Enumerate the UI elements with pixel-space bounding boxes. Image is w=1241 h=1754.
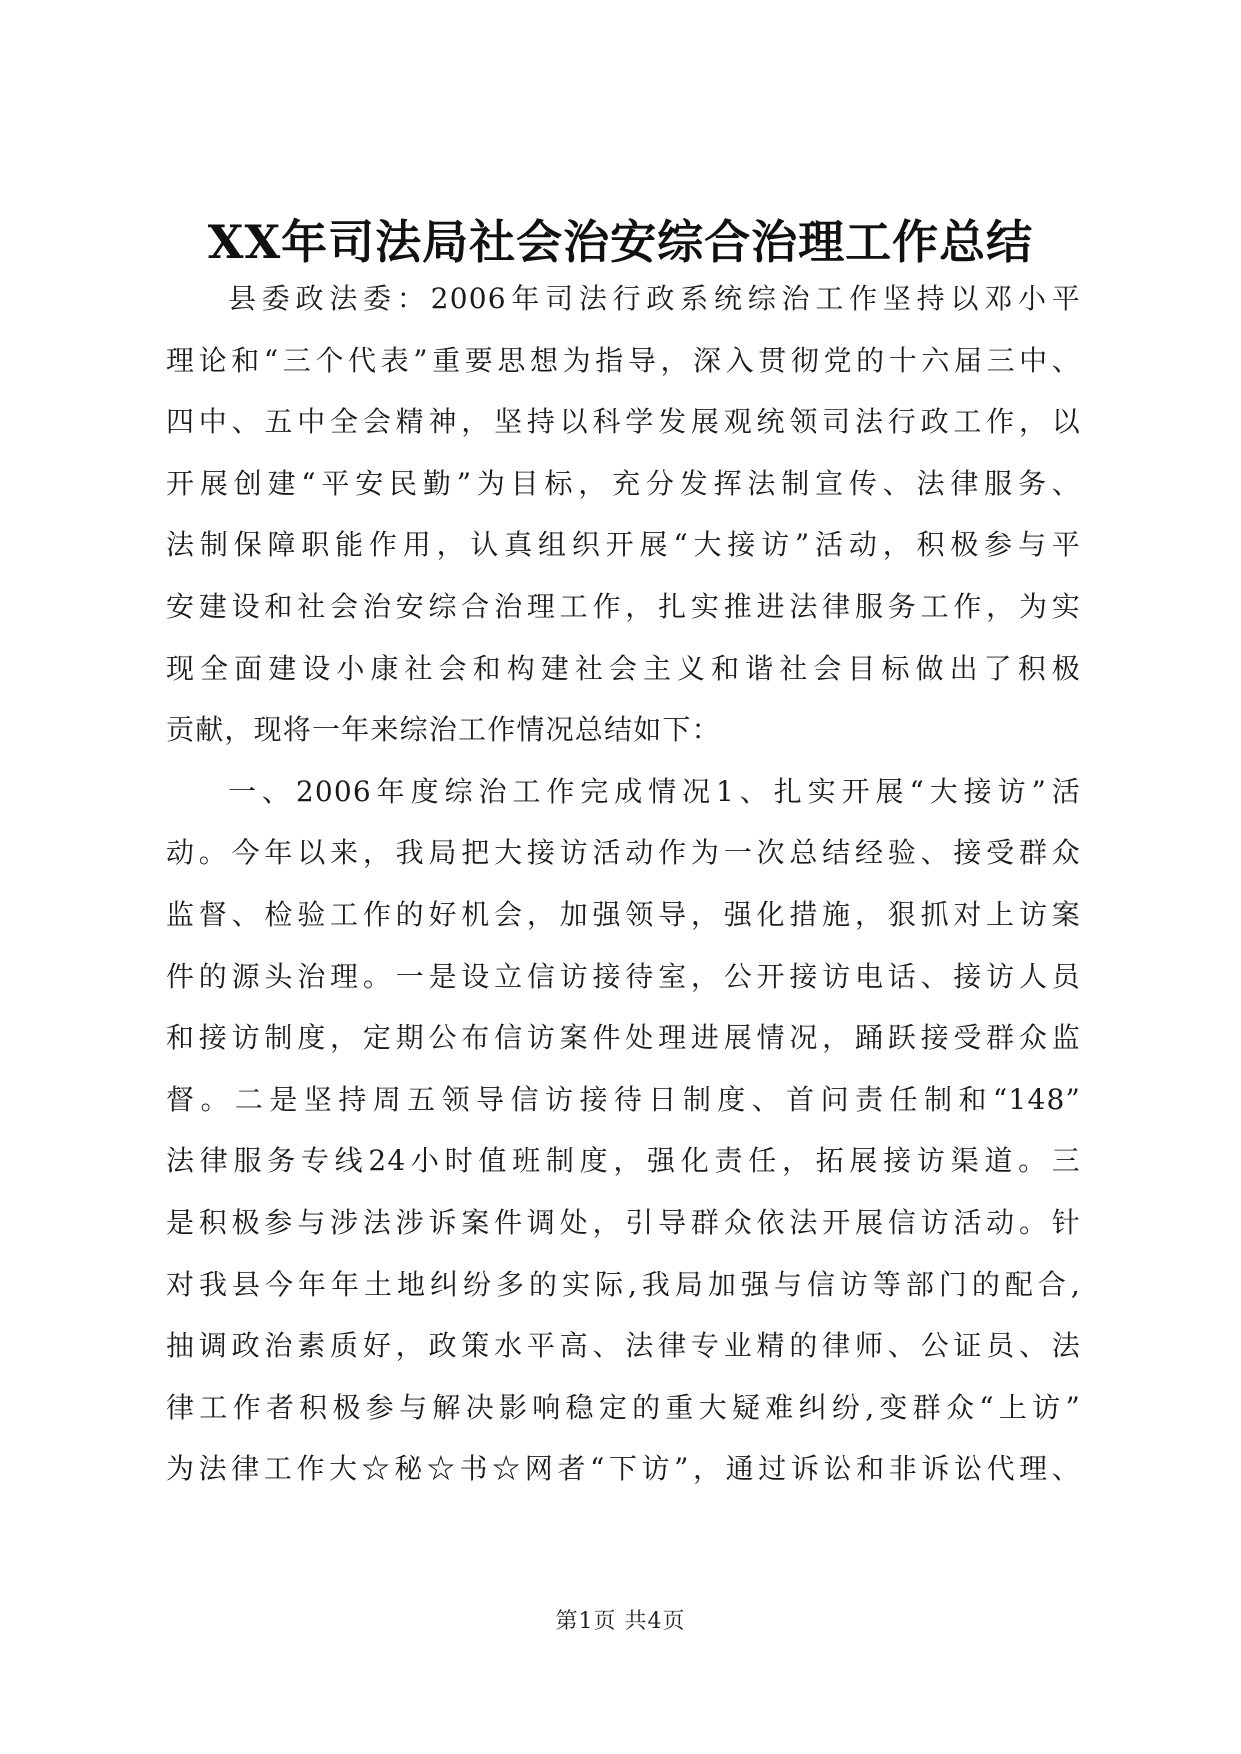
paragraph-line: 安建设和社会治安综合治理工作，扎实推进法律服务工作，为实 (166, 589, 1081, 623)
paragraph-line: 监督、检验工作的好机会，加强领导，强化措施，狠抓对上访案 (166, 897, 1081, 931)
paragraph-line: 对我县今年年土地纠纷多的实际,我局加强与信访等部门的配合, (166, 1267, 1081, 1301)
paragraph-line: 件的源头治理。一是设立信访接待室，公开接访电话、接访人员 (166, 959, 1081, 993)
paragraph-line: 理论和“三个代表”重要思想为指导，深入贯彻党的十六届三中、 (166, 343, 1081, 377)
paragraph-line: 为法律工作大☆秘☆书☆网者“下访”，通过诉讼和非诉讼代理、 (166, 1452, 1081, 1486)
paragraph-line: 法制保障职能作用，认真组织开展“大接访”活动，积极参与平 (166, 528, 1081, 562)
paragraph-line: 动。今年以来，我局把大接访活动作为一次总结经验、接受群众 (166, 836, 1081, 870)
paragraph-line: 法律服务专线24小时值班制度，强化责任，拓展接访渠道。三 (166, 1144, 1081, 1178)
paragraph-line: 县委政法委：2006年司法行政系统综治工作坚持以邓小平 (228, 282, 1081, 315)
paragraph-line: 抽调政治素质好，政策水平高、法律专业精的律师、公证员、法 (166, 1329, 1081, 1363)
paragraph-line: 督。二是坚持周五领导信访接待日制度、首问责任制和“148” (166, 1082, 1081, 1116)
document-title: XX年司法局社会治安综合治理工作总结 (207, 215, 1034, 269)
paragraph-line: 开展创建“平安民勤”为目标，充分发挥法制宣传、法律服务、 (166, 466, 1081, 500)
paragraph-line: 贡献，现将一年来综治工作情况总结如下： (166, 713, 721, 747)
paragraph-line: 一、2006年度综治工作完成情况1、扎实开展“大接访”活 (228, 774, 1081, 808)
document-body (166, 268, 1081, 1500)
paragraph-line: 律工作者积极参与解决影响稳定的重大疑难纠纷,变群众“上访” (166, 1390, 1081, 1424)
paragraph-line: 四中、五中全会精神，坚持以科学发展观统领司法行政工作，以 (166, 405, 1081, 439)
paragraph-line: 是积极参与涉法涉诉案件调处，引导群众依法开展信访活动。针 (166, 1205, 1081, 1239)
paragraph-line: 现全面建设小康社会和构建社会主义和谐社会目标做出了积极 (166, 651, 1081, 685)
page-number-footer: 第1页 共4页 (555, 1609, 686, 1634)
paragraph-line: 和接访制度，定期公布信访案件处理进展情况，踊跃接受群众监 (166, 1021, 1081, 1055)
